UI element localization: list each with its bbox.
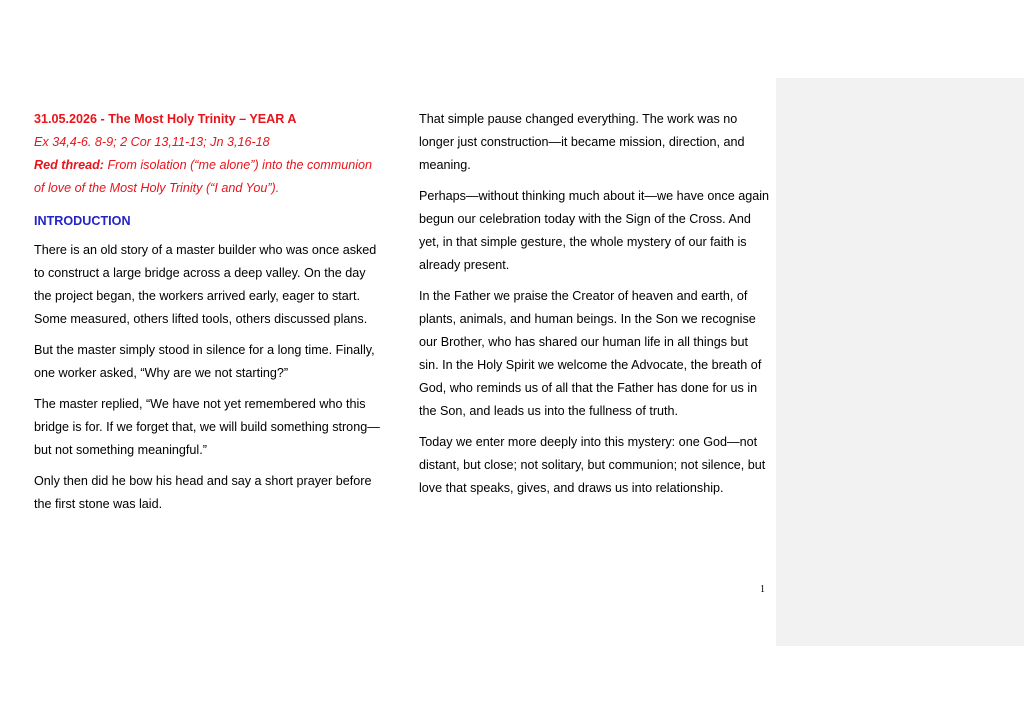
- section-heading-introduction: INTRODUCTION: [34, 214, 131, 228]
- left-column: [34, 108, 384, 524]
- readings-line: Ex 34,4-6. 8-9; 2 Cor 13,11-13; Jn 3,16-18: [34, 135, 270, 149]
- left-paragraph: But the master simply stood in silence for a long time. Finally, one worker asked, “Why are we not starting?”: [34, 343, 375, 380]
- date-title-line: 31.05.2026 - The Most Holy Trinity – YEAR A: [34, 112, 297, 126]
- left-paragraph: The master replied, “We have not yet remembered who this bridge is for. If we forget that, we will build something strong—but not something meaningful.”: [34, 397, 380, 457]
- page-number: 1: [760, 584, 765, 595]
- right-paragraph: In the Father we praise the Creator of heaven and earth, of plants, animals, and human beings. In the Son we recognise our Brother, who has shared our human life in all things but sin. In the Holy Spirit we welcome the Advocate, the breath of God, who reminds us of all that the Father has done for us in the Son, and leads us into the fullness of truth.: [419, 289, 762, 418]
- red-thread-label: Red thread:: [34, 158, 104, 172]
- right-paragraph: Today we enter more deeply into this mystery: one God—not distant, but close; not solitary, but communion; not silence, but love that speaks, gives, and draws us into relationship.: [419, 435, 766, 495]
- right-paragraph: That simple pause changed everything. The work was no longer just construction—it became mission, direction, and meaning.: [419, 112, 745, 172]
- red-thread-line: [34, 154, 384, 200]
- right-column: [419, 108, 771, 508]
- red-thread-text: From isolation (“me alone”) into the communion of love of the Most Holy Trinity (“I and You”).: [34, 158, 373, 195]
- right-paragraph: Perhaps—without thinking much about it—we have once again begun our celebration today with the Sign of the Cross. And yet, in that simple gesture, the whole mystery of our faith is already present.: [419, 189, 770, 272]
- comment-pane: [776, 78, 1024, 646]
- left-paragraph: There is an old story of a master builder who was once asked to construct a large bridge across a deep valley. On the day the project began, the workers arrived early, eager to start. Some measured, others lifted tools, others discussed plans.: [34, 243, 377, 326]
- left-paragraph: Only then did he bow his head and say a short prayer before the first stone was laid.: [34, 474, 372, 511]
